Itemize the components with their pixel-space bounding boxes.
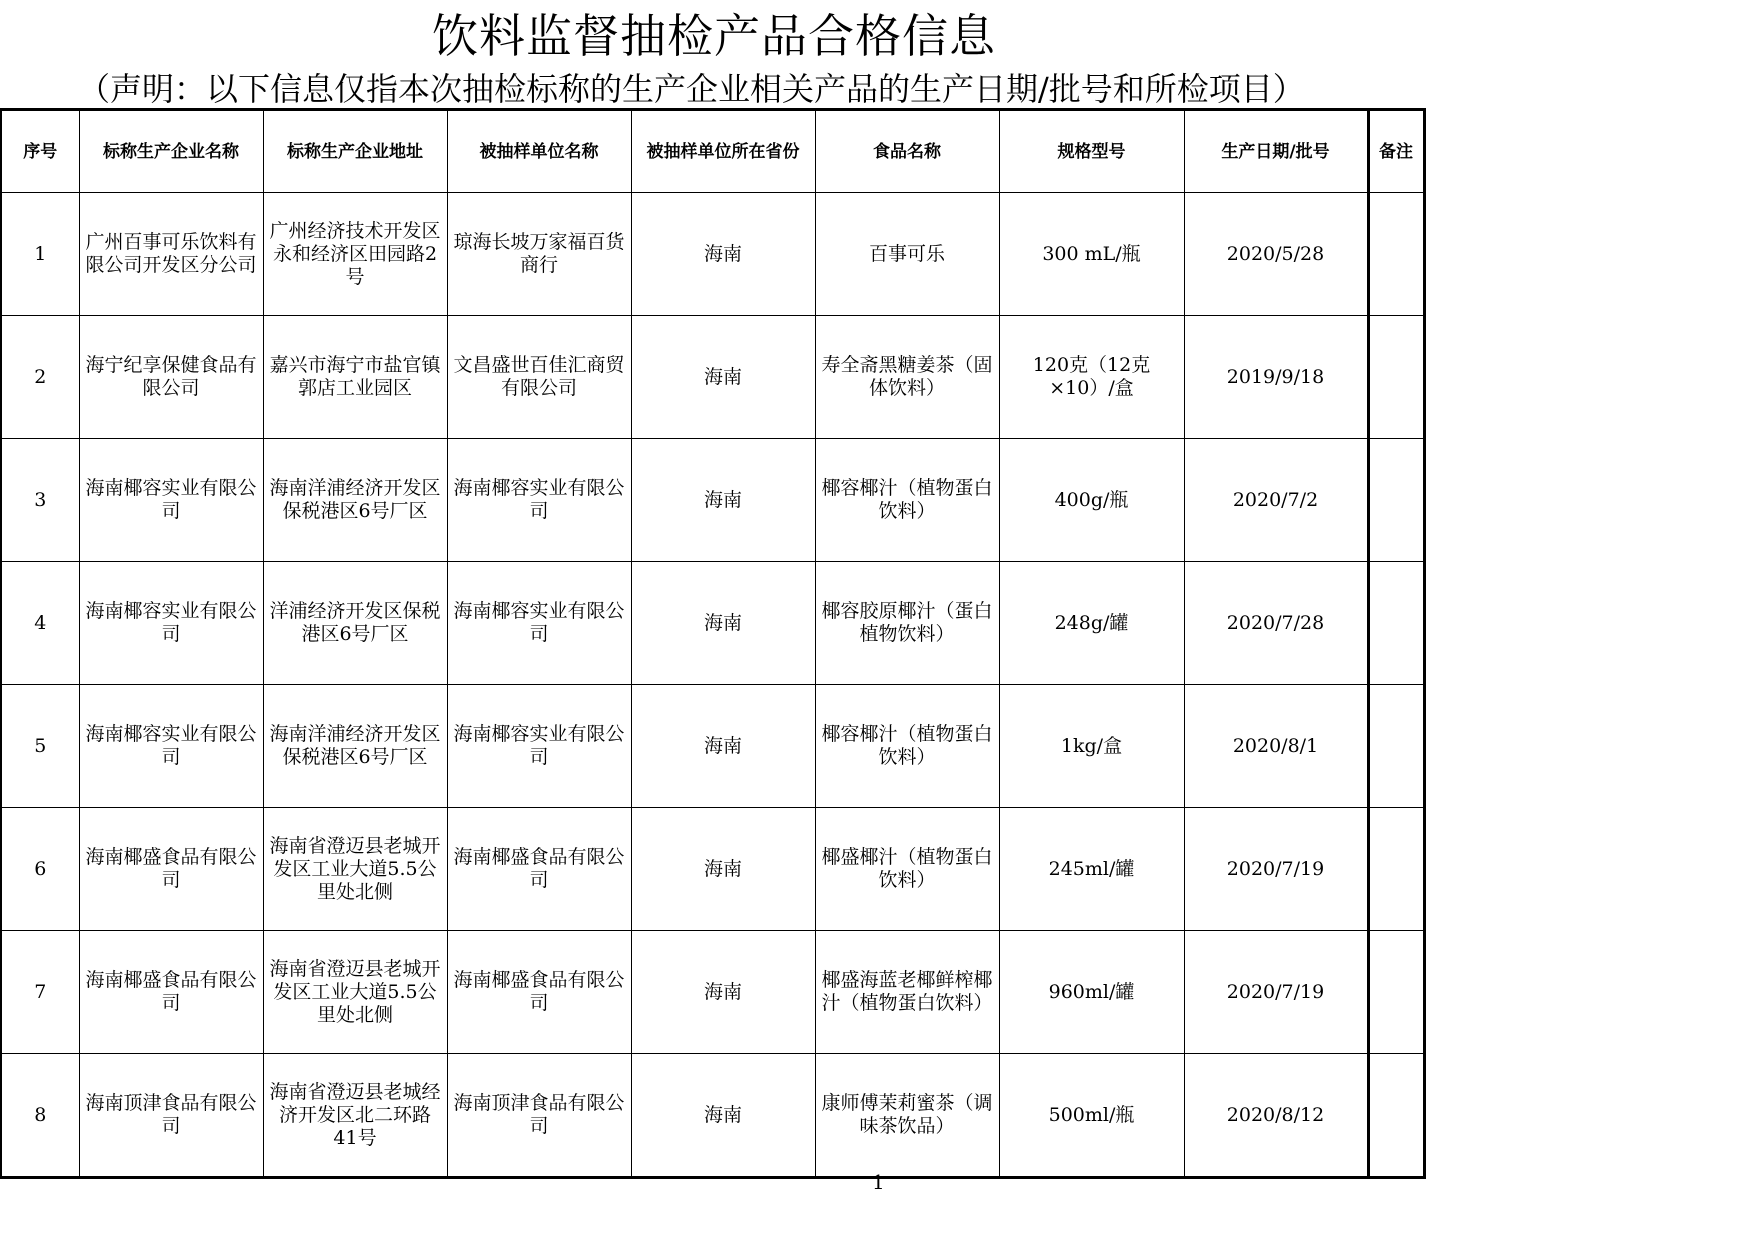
cell-manufacturer-address: 广州经济技术开发区永和经济区田园路2号 [263,193,447,316]
cell-specification: 120克（12克×10）/盒 [999,316,1184,439]
cell-index: 1 [1,193,79,316]
cell-sampled-unit: 琼海长坡万家福百货商行 [447,193,631,316]
cell-index: 4 [1,562,79,685]
cell-province: 海南 [631,562,815,685]
cell-specification: 400g/瓶 [999,439,1184,562]
table-row [1,316,1424,439]
inspection-results-table [0,108,1426,1179]
cell-index: 3 [1,439,79,562]
cell-food-name: 椰盛海蓝老椰鲜榨椰汁（植物蛋白饮料） [815,931,999,1054]
header-cell-sampled-unit: 被抽样单位名称 [447,110,631,193]
table-row [1,931,1424,1054]
cell-remark [1368,808,1424,931]
cell-manufacturer-name: 海南椰容实业有限公司 [79,685,263,808]
header-cell-production-date: 生产日期/批号 [1184,110,1368,193]
cell-specification: 960ml/罐 [999,931,1184,1054]
cell-manufacturer-name: 广州百事可乐饮料有限公司开发区分公司 [79,193,263,316]
cell-sampled-unit: 海南椰容实业有限公司 [447,685,631,808]
cell-food-name: 椰盛椰汁（植物蛋白饮料） [815,808,999,931]
cell-production-date: 2020/7/19 [1184,808,1368,931]
cell-food-name: 百事可乐 [815,193,999,316]
cell-manufacturer-address: 洋浦经济开发区保税港区6号厂区 [263,562,447,685]
cell-food-name: 康师傅茉莉蜜茶（调味茶饮品） [815,1054,999,1178]
cell-province: 海南 [631,1054,815,1178]
cell-production-date: 2020/7/19 [1184,931,1368,1054]
cell-production-date: 2020/8/12 [1184,1054,1368,1178]
cell-food-name: 寿全斋黑糖姜茶（固体饮料） [815,316,999,439]
disclaimer-subtitle: （声明：以下信息仅指本次抽检标称的生产企业相关产品的生产日期/批号和所检项目） [78,70,1305,108]
cell-specification: 248g/罐 [999,562,1184,685]
cell-specification: 1kg/盒 [999,685,1184,808]
cell-sampled-unit: 海南顶津食品有限公司 [447,1054,631,1178]
cell-manufacturer-address: 海南省澄迈县老城开发区工业大道5.5公里处北侧 [263,931,447,1054]
table-row [1,562,1424,685]
cell-specification: 245ml/罐 [999,808,1184,931]
cell-index: 8 [1,1054,79,1178]
cell-province: 海南 [631,931,815,1054]
cell-remark [1368,685,1424,808]
cell-specification: 500ml/瓶 [999,1054,1184,1178]
table-row [1,808,1424,931]
page-number: 1 [872,1170,885,1194]
header-cell-specification: 规格型号 [999,110,1184,193]
cell-manufacturer-address: 海南省澄迈县老城经济开发区北二环路41号 [263,1054,447,1178]
cell-remark [1368,439,1424,562]
cell-province: 海南 [631,439,815,562]
cell-province: 海南 [631,685,815,808]
cell-remark [1368,193,1424,316]
page-title: 饮料监督抽检产品合格信息 [432,9,996,63]
cell-remark [1368,1054,1424,1178]
table-row [1,1054,1424,1178]
cell-food-name: 椰容椰汁（植物蛋白饮料） [815,439,999,562]
cell-production-date: 2020/7/2 [1184,439,1368,562]
header-cell-province: 被抽样单位所在省份 [631,110,815,193]
header-cell-remark: 备注 [1368,110,1424,193]
cell-remark [1368,316,1424,439]
cell-food-name: 椰容胶原椰汁（蛋白植物饮料） [815,562,999,685]
header-cell-food-name: 食品名称 [815,110,999,193]
cell-province: 海南 [631,193,815,316]
header-cell-manufacturer-address: 标称生产企业地址 [263,110,447,193]
table-row [1,193,1424,316]
header-cell-index: 序号 [1,110,79,193]
cell-manufacturer-name: 海南顶津食品有限公司 [79,1054,263,1178]
cell-production-date: 2020/7/28 [1184,562,1368,685]
cell-manufacturer-address: 海南洋浦经济开发区保税港区6号厂区 [263,439,447,562]
cell-sampled-unit: 海南椰盛食品有限公司 [447,808,631,931]
cell-specification: 300 mL/瓶 [999,193,1184,316]
table-row [1,439,1424,562]
cell-sampled-unit: 海南椰容实业有限公司 [447,562,631,685]
cell-manufacturer-address: 嘉兴市海宁市盐官镇郭店工业园区 [263,316,447,439]
cell-index: 6 [1,808,79,931]
cell-sampled-unit: 海南椰容实业有限公司 [447,439,631,562]
cell-production-date: 2020/8/1 [1184,685,1368,808]
cell-production-date: 2020/5/28 [1184,193,1368,316]
cell-manufacturer-name: 海宁纪享保健食品有限公司 [79,316,263,439]
cell-index: 5 [1,685,79,808]
cell-sampled-unit: 文昌盛世百佳汇商贸有限公司 [447,316,631,439]
cell-food-name: 椰容椰汁（植物蛋白饮料） [815,685,999,808]
header-cell-manufacturer-name: 标称生产企业名称 [79,110,263,193]
cell-manufacturer-address: 海南省澄迈县老城开发区工业大道5.5公里处北侧 [263,808,447,931]
cell-manufacturer-name: 海南椰容实业有限公司 [79,439,263,562]
table-header-row [1,110,1424,193]
cell-sampled-unit: 海南椰盛食品有限公司 [447,931,631,1054]
cell-production-date: 2019/9/18 [1184,316,1368,439]
cell-province: 海南 [631,316,815,439]
cell-index: 2 [1,316,79,439]
cell-province: 海南 [631,808,815,931]
table-row [1,685,1424,808]
cell-remark [1368,562,1424,685]
cell-index: 7 [1,931,79,1054]
cell-manufacturer-address: 海南洋浦经济开发区保税港区6号厂区 [263,685,447,808]
cell-manufacturer-name: 海南椰容实业有限公司 [79,562,263,685]
cell-manufacturer-name: 海南椰盛食品有限公司 [79,931,263,1054]
cell-remark [1368,931,1424,1054]
cell-manufacturer-name: 海南椰盛食品有限公司 [79,808,263,931]
